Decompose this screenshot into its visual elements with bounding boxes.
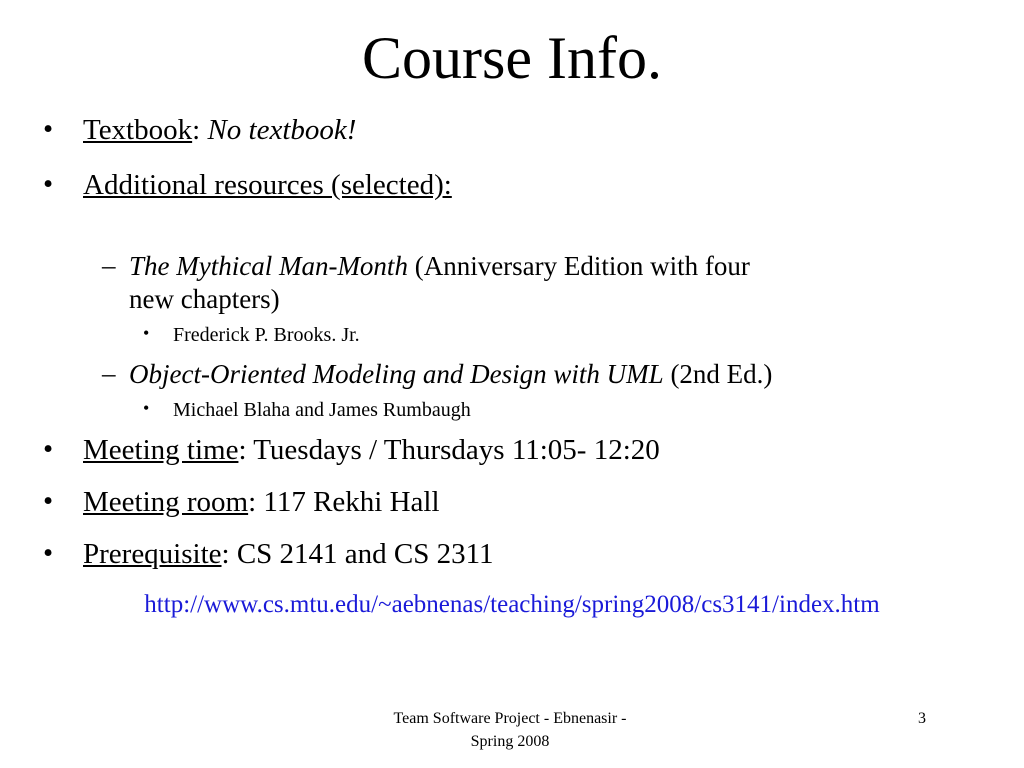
resource-1-line2: new chapters) (129, 284, 280, 314)
meeting-time-value: : Tuesdays / Thursdays 11:05- 12:20 (238, 434, 660, 466)
dash-icon: – (102, 358, 116, 388)
bullet-icon: • (43, 433, 54, 465)
prerequisite-value: : CS 2141 and CS 2311 (221, 538, 494, 570)
bullet-meeting-room (83, 485, 440, 519)
resource-2-line1 (129, 358, 772, 390)
dash-icon: – (102, 250, 116, 280)
bullet-icon: • (43, 485, 54, 517)
slide-title: Course Info. (362, 25, 662, 91)
bullet-icon: • (143, 398, 150, 418)
resource-1-note: (Anniversary Edition with four (407, 251, 750, 281)
resource-2-title: Object-Oriented Modeling and Design with UML (129, 359, 664, 389)
meeting-time-label: Meeting time (83, 434, 239, 466)
textbook-value: No textbook! (207, 114, 357, 146)
footer-line-2: Spring 2008 (470, 733, 550, 750)
resource-2-author: Michael Blaha and James Rumbaugh (173, 399, 471, 421)
prerequisite-label: Prerequisite (83, 538, 222, 570)
meeting-room-label: Meeting room (83, 486, 249, 518)
resource-1-title: The Mythical Man-Month (129, 251, 408, 281)
bullet-icon: • (43, 113, 54, 145)
resource-1-author: Frederick P. Brooks. Jr. (173, 324, 360, 346)
bullet-icon: • (143, 323, 150, 343)
bullet-textbook (83, 113, 356, 147)
bullet-additional-resources (83, 168, 452, 202)
course-url-link[interactable]: http://www.cs.mtu.edu/~aebnenas/teaching/spring2008/cs3141/index.htm (144, 591, 880, 618)
bullet-prerequisite (83, 537, 494, 571)
textbook-label: Textbook (83, 114, 193, 146)
bullet-icon: • (43, 168, 54, 200)
footer-line-1: Team Software Project - Ebnenasir - (393, 710, 627, 727)
meeting-room-value: : 117 Rekhi Hall (248, 486, 440, 518)
bullet-icon: • (43, 537, 54, 569)
textbook-separator: : (192, 114, 208, 146)
resource-2-note: (2nd Ed.) (663, 359, 773, 389)
slide-footer (340, 707, 680, 753)
bullet-meeting-time (83, 433, 660, 467)
resource-1-line1 (129, 250, 750, 282)
page-number: 3 (918, 710, 926, 727)
additional-resources-label: Additional resources (selected): (83, 169, 452, 201)
